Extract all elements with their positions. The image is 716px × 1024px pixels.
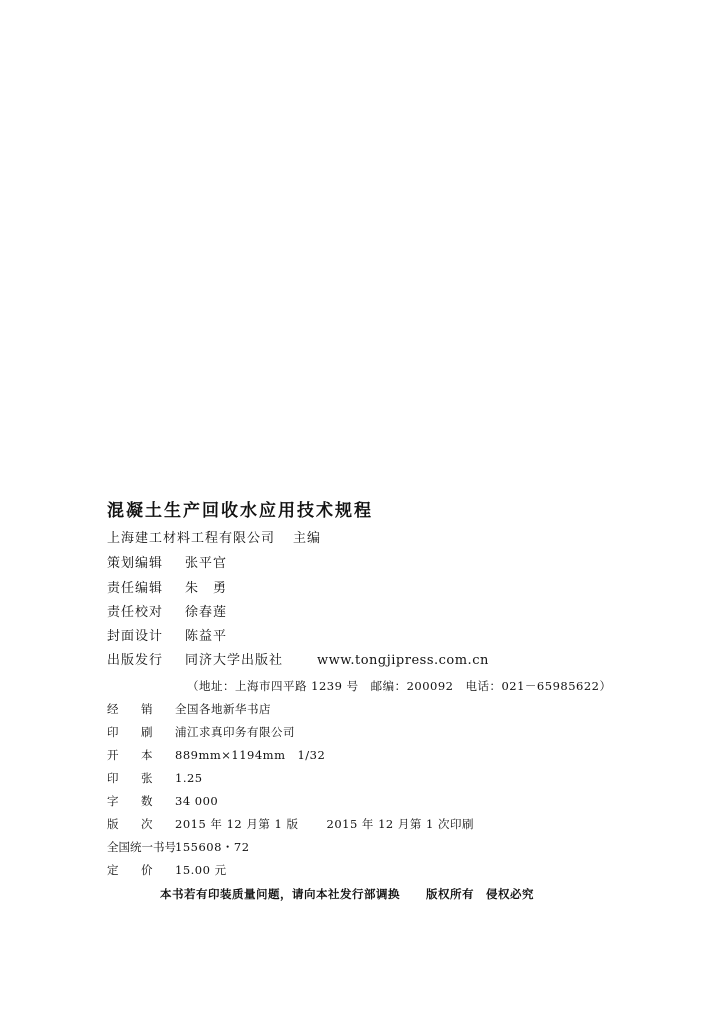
- spec-extra: 2015 年 12 月第 1 次印刷: [326, 817, 474, 831]
- spec-line: [107, 793, 218, 809]
- publisher-label: 出版发行: [107, 653, 164, 668]
- credit-label: 责任编辑: [107, 581, 164, 596]
- price-label: 定: [107, 863, 119, 877]
- spec-label: 销: [141, 702, 153, 716]
- credit-label: 责任校对: [107, 605, 164, 620]
- price-label: 价: [141, 863, 153, 877]
- credit-line: [107, 604, 227, 622]
- book-number-line: [107, 839, 250, 855]
- rights-text: 版权所有: [426, 887, 474, 901]
- spec-value: 1.25: [175, 771, 203, 785]
- spec-label: 印: [107, 725, 119, 739]
- spec-line: [107, 724, 295, 740]
- book-number-label: 全国统一书号: [107, 840, 176, 854]
- editor-role: 主编: [293, 531, 322, 546]
- notice-text: 本书若有印装质量问题，请向本社发行部调换: [160, 887, 400, 901]
- spec-line: [107, 770, 203, 786]
- notice-line: [160, 886, 534, 902]
- book-number-value: 155608・72: [175, 840, 250, 854]
- credit-line: [107, 580, 227, 598]
- spec-label: 刷: [141, 725, 153, 739]
- publisher-address: （地址：上海市四平路 1239 号: [187, 679, 359, 693]
- book-title: 混凝土生产回收水应用技术规程: [107, 501, 373, 521]
- spec-value: 全国各地新华书店: [175, 702, 271, 716]
- credit-label: 策划编辑: [107, 556, 164, 571]
- spec-value: 浦江求真印务有限公司: [175, 725, 295, 739]
- price-value: 15.00 元: [175, 863, 227, 877]
- spec-value: 889mm×1194mm 1/32: [175, 748, 326, 762]
- publisher-postcode: 邮编：200092: [370, 679, 454, 693]
- spec-label: 张: [141, 771, 153, 785]
- spec-value: 34 000: [175, 794, 219, 808]
- publisher-phone: 电话：021－65985622）: [465, 679, 612, 693]
- spec-label: 次: [141, 817, 153, 831]
- publisher-line: [107, 652, 489, 670]
- credit-value: 徐春莲: [185, 605, 228, 620]
- spec-value: 2015 年 12 月第 1 版: [175, 817, 299, 831]
- publisher-name: 同济大学出版社: [185, 653, 284, 668]
- publisher-website: www.tongjipress.com.cn: [317, 653, 489, 668]
- spec-label: 印: [107, 771, 119, 785]
- spec-label: 开: [107, 748, 119, 762]
- spec-label: 经: [107, 702, 119, 716]
- publisher-address-line: [187, 678, 611, 694]
- spec-label: 本: [141, 748, 153, 762]
- spec-label: 版: [107, 817, 119, 831]
- credit-line: [107, 628, 227, 646]
- editor-org: 上海建工材料工程有限公司: [107, 531, 276, 546]
- spec-line: [107, 816, 474, 832]
- editor-line: [107, 530, 321, 548]
- credit-line: [107, 555, 227, 573]
- price-line: [107, 862, 227, 878]
- credit-value: 朱 勇: [185, 581, 228, 596]
- credit-label: 封面设计: [107, 629, 164, 644]
- spec-line: [107, 747, 325, 763]
- spec-label: 字: [107, 794, 119, 808]
- piracy-text: 侵权必究: [486, 887, 534, 901]
- credit-value: 张平官: [185, 556, 228, 571]
- spec-line: [107, 701, 271, 717]
- spec-label: 数: [141, 794, 153, 808]
- credit-value: 陈益平: [185, 629, 228, 644]
